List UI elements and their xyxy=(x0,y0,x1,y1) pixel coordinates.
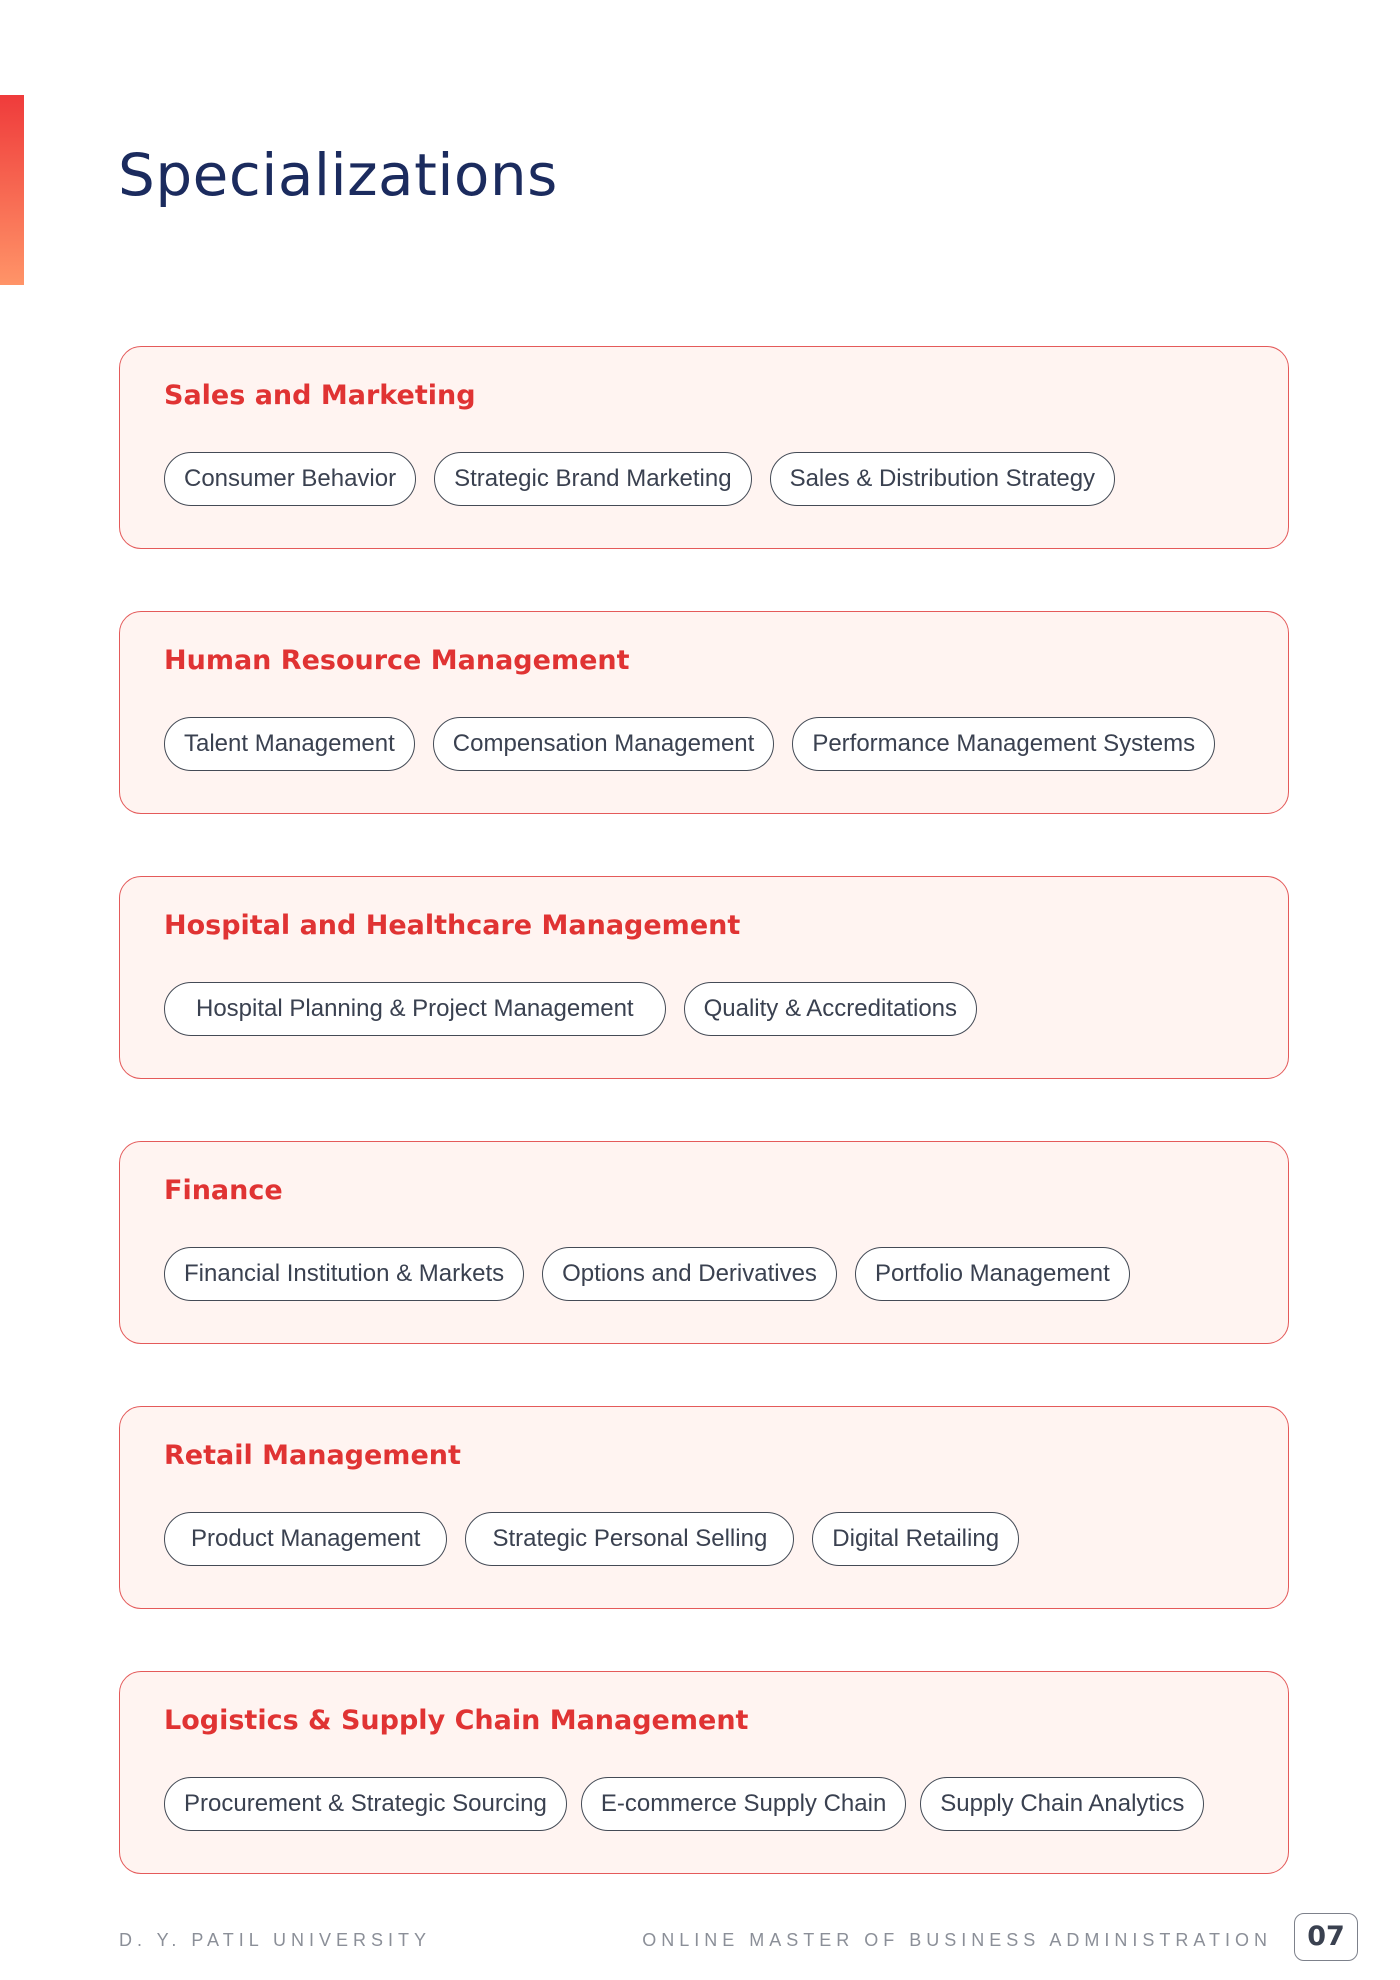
accent-bar xyxy=(0,95,24,285)
specializations-list xyxy=(119,346,1289,1936)
specialization-card-sales-marketing xyxy=(119,346,1289,549)
course-chip: Quality & Accreditations xyxy=(684,982,977,1036)
course-chips xyxy=(164,1512,1288,1566)
course-chips xyxy=(164,982,1288,1036)
footer-university: D. Y. PATIL UNIVERSITY xyxy=(119,1930,432,1950)
course-chip: Consumer Behavior xyxy=(164,452,416,506)
specialization-title: Finance xyxy=(164,1175,283,1206)
specialization-card-hospital-healthcare xyxy=(119,876,1289,1079)
page-title: Specializations xyxy=(118,141,558,209)
specialization-card-human-resource xyxy=(119,611,1289,814)
specialization-card-retail xyxy=(119,1406,1289,1609)
specialization-title: Logistics & Supply Chain Management xyxy=(164,1705,749,1736)
page-number: 07 xyxy=(1294,1913,1358,1961)
specialization-card-logistics xyxy=(119,1671,1289,1874)
course-chip: Sales & Distribution Strategy xyxy=(770,452,1115,506)
course-chip: Product Management xyxy=(164,1512,447,1566)
specialization-title: Retail Management xyxy=(164,1440,461,1471)
course-chip: Talent Management xyxy=(164,717,415,771)
specialization-title: Sales and Marketing xyxy=(164,380,476,411)
course-chip: Performance Management Systems xyxy=(792,717,1215,771)
footer-program: ONLINE MASTER OF BUSINESS ADMINISTRATION xyxy=(642,1930,1272,1950)
course-chips xyxy=(164,452,1288,506)
course-chip: Compensation Management xyxy=(433,717,775,771)
course-chip: Digital Retailing xyxy=(812,1512,1019,1566)
course-chips xyxy=(164,1777,1288,1831)
course-chip: Procurement & Strategic Sourcing xyxy=(164,1777,567,1831)
course-chip: Financial Institution & Markets xyxy=(164,1247,524,1301)
course-chips xyxy=(164,717,1288,771)
course-chip: Options and Derivatives xyxy=(542,1247,837,1301)
course-chip: Portfolio Management xyxy=(855,1247,1130,1301)
course-chip: Supply Chain Analytics xyxy=(920,1777,1204,1831)
course-chip: E-commerce Supply Chain xyxy=(581,1777,906,1831)
specialization-title: Human Resource Management xyxy=(164,645,630,676)
course-chip: Strategic Brand Marketing xyxy=(434,452,751,506)
course-chip: Hospital Planning & Project Management xyxy=(164,982,666,1036)
course-chips xyxy=(164,1247,1288,1301)
course-chip: Strategic Personal Selling xyxy=(465,1512,794,1566)
specialization-card-finance xyxy=(119,1141,1289,1344)
specialization-title: Hospital and Healthcare Management xyxy=(164,910,741,941)
